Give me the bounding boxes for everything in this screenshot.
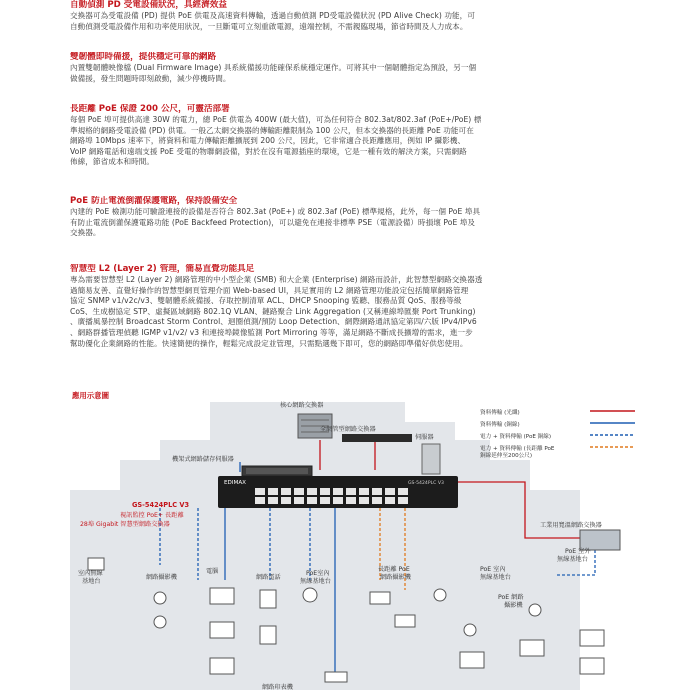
voip-phone-label: 網路電話: [256, 574, 281, 581]
poe-ap-icon: [303, 588, 317, 602]
switch-port: [398, 497, 408, 504]
switch-port: [320, 497, 330, 504]
switch-port: [281, 497, 291, 504]
body-line: 每個 PoE 埠可提供高達 30W 的電力，總 PoE 供電為 400W (最大值)，可為任何符合 802.3at/802.3af (PoE+/PoE) 標: [70, 115, 482, 124]
pc-icon: [210, 622, 234, 638]
body-line: 專為需要智慧型 L2 (Layer 2) 網路管理的中小型企業 (SMB) 和大企業 (Enterprise) 網路而設計，此智慧型網路交換器透: [70, 275, 483, 284]
section-body: [70, 115, 638, 168]
ptz-camera-icon: [370, 592, 390, 604]
body-line: 幫助優化企業網路的性能。快速簡便的操作，輕鬆完成設定並管理，只需點選幾下即可，您的網路即準備好供您使用。: [70, 338, 468, 348]
body-line: 過簡易友善、直覺好操作的智慧型網頁管理介面 Web-based UI，具足實用的 L2 網路管理功能設定包括簡單網路管理: [70, 285, 469, 295]
access-point-icon: [88, 558, 104, 570]
switch-port: [372, 497, 382, 504]
switch-port: [268, 488, 278, 495]
poe-indoor-ap-b-label: PoE 室內: [480, 566, 506, 573]
switch-port: [268, 497, 278, 504]
section-l2-management: [70, 264, 638, 349]
switch-port: [333, 497, 343, 504]
managed-switch-label: 全網管型網路交換器: [320, 426, 376, 433]
body-line: 佈線，節省成本和時間。: [70, 157, 155, 167]
ptz-camera-icon: [395, 615, 415, 627]
section-auto-detect: [70, 0, 638, 32]
camera-icon: [154, 592, 166, 604]
body-line: 、網路群播管理偵聽 IGMP v1/v2/ v3 和連接埠鏡像監測 Port Mirroring 等等，滿足網路不斷成長擴增的需求，進一步: [70, 327, 473, 337]
body-line: 交換器。: [70, 228, 101, 238]
camera-icon: [434, 589, 446, 601]
body-line: 有防止電流倒灌保護電路功能 (PoE Backfeed Protection)，可以避免在連接非標準 PSE（電源設備）時損壞 PoE 埠及: [70, 217, 476, 227]
printer-label: 網路印表機: [262, 684, 293, 691]
section-body: [70, 207, 638, 239]
server-label: 伺服器: [415, 434, 434, 441]
section-heading: 自動偵測 PD 受電設備狀況，具經濟效益: [70, 0, 227, 10]
voip-phone-icon: [260, 626, 276, 644]
pc-icon: [460, 652, 484, 668]
section-long-range-poe: [70, 104, 638, 168]
switch-port: [385, 497, 395, 504]
application-diagram: [60, 390, 640, 695]
poe-indoor-ap-b-label: 無線基地台: [480, 574, 511, 581]
long-poe-camera-label: 長距離 PoE: [378, 566, 410, 573]
switch-port: [372, 488, 382, 495]
camera-icon: [154, 616, 166, 628]
product-desc-label: 視訊監控 PoE+ 長距離: [120, 512, 184, 519]
legend-long-poe-2: 銅線延伸至200公尺): [480, 453, 533, 459]
poe-indoor-ap-label: 無線基地台: [300, 578, 331, 585]
product-desc-label: 28埠 Gigabit 智慧型網路交換器: [80, 521, 170, 528]
body-line: CoS、生成樹協定 STP、虛擬區域網路 802.1Q VLAN、鏈路聚合 Link Aggregation (又稱連線埠匯聚 Port Trunking): [70, 306, 476, 316]
switch-port: [346, 497, 356, 504]
body-line: 交換器可為受電設備 (PD) 提供 PoE 供電及高速資料傳輸，透過自動偵測 PD受電設備狀況 (PD Alive Check) 功能，可: [70, 11, 475, 20]
body-line: 準規格的網路受電設備 (PD) 供電。一般乙太網交換器的傳輸距離限制為 100 公尺，但本交換器的長距離 PoE 功能可在: [70, 125, 474, 135]
outdoor-ap-label: PoE 室外: [565, 548, 591, 555]
poe-indoor-ap-label: PoE室內: [306, 570, 330, 577]
body-line: 網路埠 10Mbps 速率下，將資料和電力傳輸距離擴展到 200 公尺，因此，它非常適合長距離應用，例如 IP 攝影機、: [70, 136, 466, 146]
section-body: [70, 63, 638, 84]
nas-icon-detail: [246, 468, 308, 474]
pc-icon: [580, 658, 604, 674]
switch-port: [346, 488, 356, 495]
body-line: 自動偵測受電設備作用和功率使用狀況，一旦斷電可立刻重啟電源，遠端控制，不需親臨現場，節省時間及人力成本。: [70, 21, 468, 31]
body-line: 內建的 PoE 檢測功能可驗證連接的設備是否符合 802.3at (PoE+) 或 802.3af (PoE) 標準規格，此外，每一個 PoE 埠具: [70, 207, 481, 216]
long-poe-camera-label: 網路攝影機: [380, 574, 411, 581]
body-line: 做備援，發生問題時即刻啟動，減少停機時間。: [70, 73, 231, 83]
switch-port: [333, 488, 343, 495]
pc-icon: [210, 658, 234, 674]
wireless-ap-label: 基地台: [82, 578, 101, 585]
camera-icon: [464, 624, 476, 636]
section-heading: PoE 防止電流倒灌保護電路，保持設備安全: [70, 196, 238, 206]
core-switch-label: 核心網路交換器: [280, 402, 324, 409]
ip-camera-label: 網路攝影機: [146, 574, 177, 581]
pc-icon: [210, 588, 234, 604]
poe-camera-label: PoE 網路: [498, 594, 524, 601]
diagram-title: 應用示意圖: [72, 391, 109, 400]
section-dual-firmware: [70, 52, 638, 84]
section-heading: 長距離 PoE 保證 200 公尺，可靈活部署: [70, 104, 230, 114]
wireless-ap-label: 室內無線: [78, 570, 103, 577]
switch-port: [255, 497, 265, 504]
body-line: 內置雙韌體映像檔 (Dual Firmware Image) 具系統備援功能確保系統穩定運作。可將其中一個韌體指定為預設，另一個: [70, 63, 477, 72]
legend-fiber: 資料傳輸 (光纖): [480, 410, 520, 416]
industrial-switch-label: 工業用寬溫網路交換器: [540, 522, 602, 529]
outdoor-ap-label: 無線基地台: [557, 556, 588, 563]
printer-icon: [325, 672, 347, 682]
section-body: [70, 11, 638, 32]
pc-label: 電腦: [206, 568, 219, 575]
switch-port: [359, 497, 369, 504]
pc-icon: [520, 640, 544, 656]
managed-switch-icon: [342, 434, 412, 442]
pc-icon: [580, 630, 604, 646]
legend-copper: 資料傳輸 (銅線): [480, 422, 520, 428]
section-heading: 智慧型 L2 (Layer 2) 管理，簡易直覺功能具足: [70, 264, 255, 274]
switch-port: [255, 488, 265, 495]
body-line: 、廣播風暴控制 Broadcast Storm Control、迴圈偵測/預防 Loop Detection、網際網路通訊協定第四/六版 IPv4/IPv6: [70, 317, 477, 327]
poe-camera-label: 攝影機: [504, 602, 523, 609]
body-line: 協定 SNMP v1/v2c/v3、雙韌體系統備援、存取控制清單 ACL、DHCP Snooping 監聽、服務品質 QoS、服務等級: [70, 296, 462, 306]
switch-port: [307, 488, 317, 495]
switch-port: [281, 488, 291, 495]
switch-port: [320, 488, 330, 495]
industrial-switch-icon: [580, 530, 620, 550]
section-backfeed-protection: [70, 196, 638, 239]
switch-port: [385, 488, 395, 495]
section-heading: 雙韌體即時備援，提供穩定可靠的網路: [70, 52, 217, 62]
switch-port: [294, 488, 304, 495]
nas-label: 機架式網路儲存伺服器: [172, 456, 234, 463]
product-model-label: GS-5424PLC V3: [132, 501, 190, 509]
body-line: VoIP 網路電話和遠端支援 PoE 受電的物聯網設備，對於在沒有電源插座的環境，它是一種有效的解決方案，只需網路: [70, 146, 467, 156]
server-icon: [422, 444, 440, 474]
camera-icon: [529, 604, 541, 616]
voip-phone-icon: [260, 590, 276, 608]
legend: [480, 408, 640, 478]
switch-port: [307, 497, 317, 504]
legend-poe: 電力 + 資料傳輸 (PoE 銅線): [480, 434, 552, 440]
switch-brand-label: EDIMAX: [224, 480, 246, 486]
section-body: [70, 275, 638, 349]
switch-port: [398, 488, 408, 495]
switch-port: [294, 497, 304, 504]
legend-long-poe: 電力 + 資料傳輸 (長距離 PoE: [480, 446, 555, 452]
switch-port: [359, 488, 369, 495]
switch-model-label: GS-5424PLC V3: [408, 481, 444, 486]
